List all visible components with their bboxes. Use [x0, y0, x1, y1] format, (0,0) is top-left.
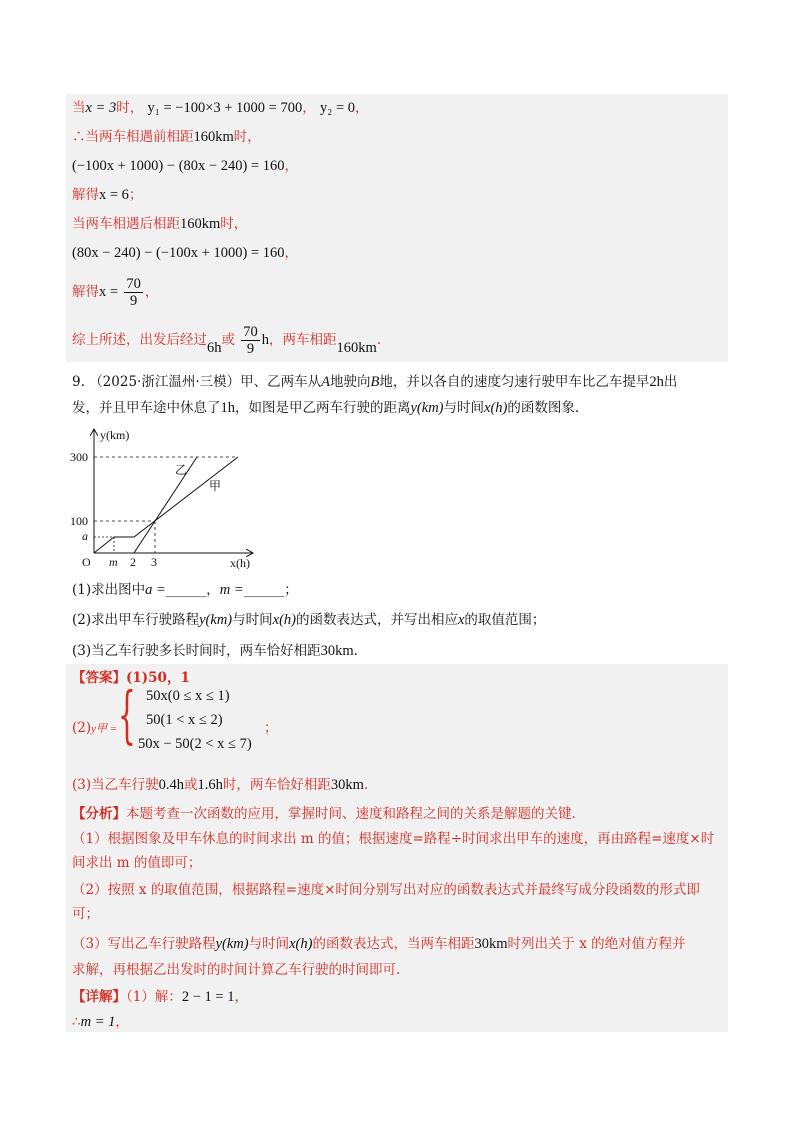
analysis-line-4: （2）按照 x 的取值范围，根据路程=速度×时间分别写出对应的函数表达式并最终写成分段函数的形式即 [72, 882, 700, 898]
answer-part-2-tail: ； [264, 720, 278, 736]
analysis-line-5: 可； [72, 906, 99, 922]
solution-conclusion: 综上所述，出发后经过6h或 $\frac{70}{9}$ h，两车相距160km. [72, 324, 382, 357]
line-label-yi: 乙 [175, 463, 188, 477]
case-2: 50(1 < x ≤ 2) [146, 712, 223, 728]
question-part-1: (1)求出图中a =______，m =______； [72, 582, 298, 598]
x-tick-3: 3 [151, 555, 157, 569]
answer-part-2-prefix: (2)y甲 = [72, 720, 118, 736]
question-part-2: (2)求出甲车行驶路程y(km)与时间x(h)的函数表达式，并写出相应x的取值范围； [72, 612, 546, 628]
x-tick-2: 2 [130, 555, 136, 569]
analysis-line-3: 间求出 m 的值即可； [72, 855, 202, 871]
y-tick-300: 300 [70, 450, 88, 464]
answer-line-1: 【答案】(1)50，1 [72, 670, 190, 686]
answer-line-3: (3)当乙车行驶0.4h或1.6h时，两车恰好相距30km. [72, 777, 369, 793]
solution-line-1: 当x = 3时， y₁ = −100×3 + 1000 = 700， y₂ = 0， [72, 100, 369, 116]
detail-line-2: ∴m = 1， [72, 1014, 129, 1030]
y-tick-100: 100 [70, 514, 88, 528]
origin-label: O [82, 555, 91, 569]
solution-line-6: (80x − 240) − (−100x + 1000) = 160， [72, 245, 298, 261]
detail-line-1: 【详解】（1）解：2 − 1 = 1， [72, 989, 248, 1005]
analysis-line-6: （3）写出乙车行驶路程y(km)与时间x(h)的函数表达式，当两车相距30km时列出关于 x 的绝对值方程并 [72, 936, 686, 952]
case-3: 50x − 50(2 < x ≤ 7) [138, 736, 252, 752]
solution-line-3: (−100x + 1000) − (80x − 240) = 160， [72, 158, 298, 174]
left-brace: { [118, 678, 136, 751]
case-1: 50x(0 ≤ x ≤ 1) [146, 688, 230, 704]
analysis-line-2: （1）根据图象及甲车休息的时间求出 m 的值；根据速度=路程÷时间求出甲车的速度，再由路程=速度×时 [72, 831, 715, 847]
analysis-line-1: 【分析】本题考查一次函数的应用，掌握时间、速度和路程之间的关系是解题的关键. [72, 806, 576, 822]
fraction-70-9: $\frac{70}{9}$ [126, 276, 141, 309]
solution-line-2: ∴当两车相遇前相距160km时， [72, 129, 261, 145]
solution-line-7: 解得x = $\frac{70}{9}$ ， [72, 276, 159, 309]
question-line-1: 9. （2025·浙江温州·三模）甲、乙两车从A地驶向B地，并以各自的速度匀速行驶甲车比乙车提早2h出 [72, 374, 678, 390]
x-axis-label: x(h) [230, 556, 250, 570]
distance-time-graph [70, 426, 290, 578]
analysis-line-7: 求解，再根据乙出发时的时间计算乙车行驶的时间即可. [72, 962, 401, 978]
solution-line-5: 当两车相遇后相距160km时， [72, 216, 248, 232]
line-label-jia: 甲 [209, 479, 222, 493]
line-yi [134, 457, 197, 553]
fraction-70-9: $\frac{70}{9}$ [243, 324, 258, 357]
x-tick-m: m [109, 555, 118, 569]
y-tick-a: a [82, 529, 88, 543]
question-line-2: 发，并且甲车途中休息了1h，如图是甲乙两车行驶的距离y(km)与时间x(h)的函数图象. [72, 400, 580, 416]
question-part-3: (3)当乙车行驶多长时间时，两车恰好相距30km. [72, 643, 358, 659]
solution-line-4: 解得x = 6； [72, 187, 143, 203]
y-axis-label: y(km) [100, 428, 130, 442]
